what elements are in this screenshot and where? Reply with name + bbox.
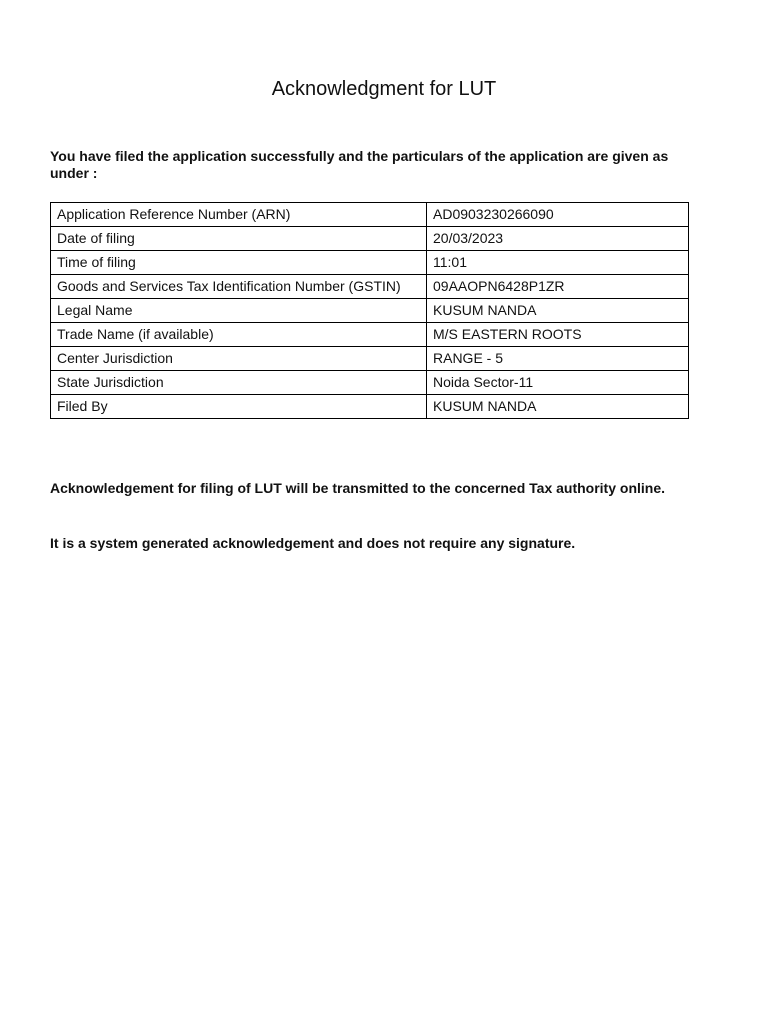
table-row (51, 227, 689, 251)
row-value: 20/03/2023 (427, 227, 689, 251)
row-label: State Jurisdiction (51, 371, 427, 395)
row-value: 11:01 (427, 251, 689, 275)
row-value: KUSUM NANDA (427, 395, 689, 419)
table-row (51, 251, 689, 275)
table-row (51, 299, 689, 323)
row-label: Goods and Services Tax Identification Number (GSTIN) (51, 275, 427, 299)
system-generated-note: It is a system generated acknowledgement and does not require any signature. (50, 535, 576, 551)
table-row (51, 275, 689, 299)
transmission-note: Acknowledgement for filing of LUT will be transmitted to the concerned Tax authority online. (50, 480, 666, 496)
row-label: Trade Name (if available) (51, 323, 427, 347)
row-value: M/S EASTERN ROOTS (427, 323, 689, 347)
table-row (51, 323, 689, 347)
row-value: RANGE - 5 (427, 347, 689, 371)
row-label: Center Jurisdiction (51, 347, 427, 371)
row-label: Application Reference Number (ARN) (51, 203, 427, 227)
row-label: Filed By (51, 395, 427, 419)
row-label: Legal Name (51, 299, 427, 323)
row-value: AD0903230266090 (427, 203, 689, 227)
row-label: Date of filing (51, 227, 427, 251)
intro-text: You have filed the application successfully and the particulars of the application are given as under : (50, 148, 669, 181)
table-row (51, 395, 689, 419)
row-label: Time of filing (51, 251, 427, 275)
row-value: 09AAOPN6428P1ZR (427, 275, 689, 299)
table-row (51, 203, 689, 227)
particulars-table (50, 202, 689, 419)
table-row (51, 347, 689, 371)
row-value: Noida Sector-11 (427, 371, 689, 395)
row-value: KUSUM NANDA (427, 299, 689, 323)
page-title: Acknowledgment for LUT (271, 78, 497, 100)
table-row (51, 371, 689, 395)
